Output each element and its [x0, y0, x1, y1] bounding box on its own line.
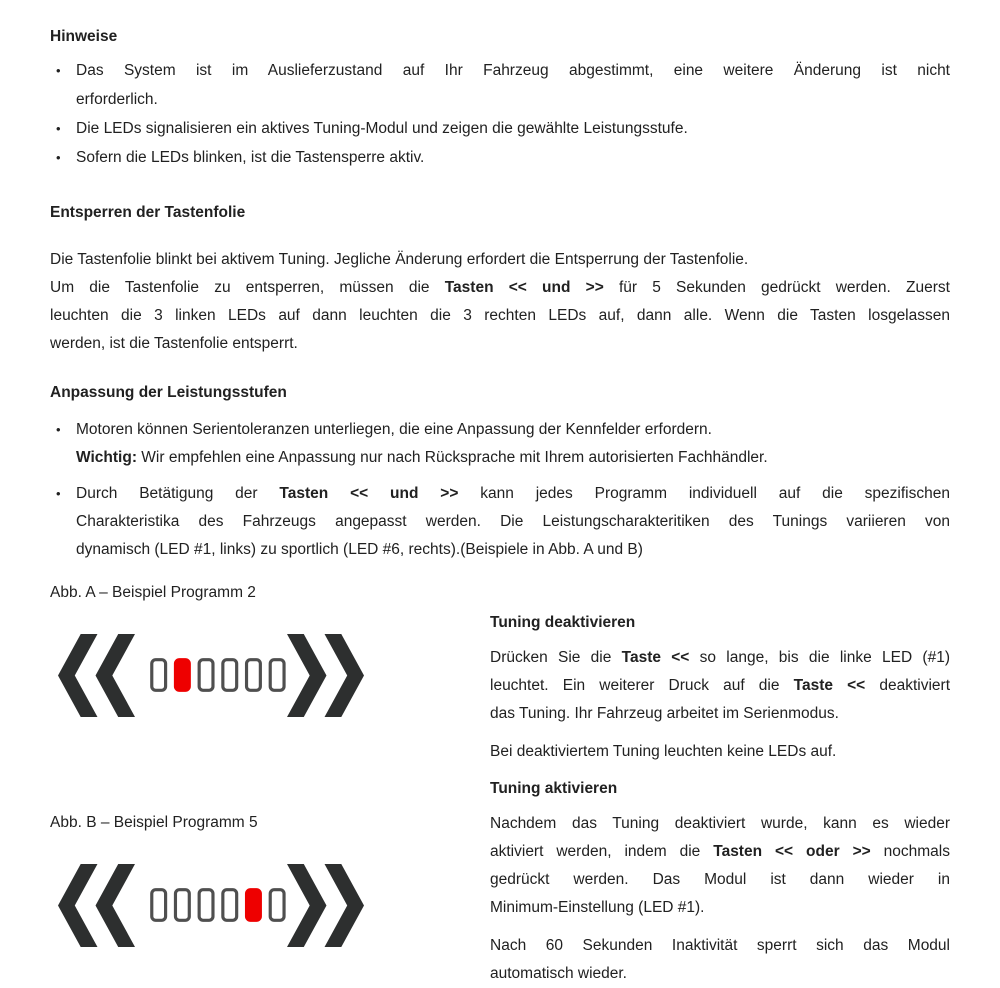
text-line: leuchtet. Ein weiterer Druck auf die Taste << deaktiviert [490, 677, 950, 694]
section-hinweise [50, 26, 950, 172]
bullet-icon: • [56, 121, 61, 136]
text-line: Wichtig: Wir empfehlen eine Anpassung nur nach Rücksprache mit Ihrem autorisierten Fachhändler. [76, 449, 768, 466]
bullet-icon: • [56, 422, 61, 437]
led-inactive [223, 660, 237, 691]
heading-tuning-deaktivieren: Tuning deaktivieren [490, 614, 636, 631]
led-display-figure-b [58, 864, 364, 947]
bullet-icon: • [56, 486, 61, 501]
list-item [50, 416, 950, 472]
list-item [50, 56, 950, 114]
text-line: leuchten die 3 linken LEDs auf dann leuchten die 3 rechten LEDs auf, dann alle. Wenn die Tasten losgelassen [50, 307, 950, 324]
text-line: werden, ist die Tastenfolie entsperrt. [50, 335, 298, 352]
list-item [50, 480, 950, 564]
led-inactive [199, 660, 213, 691]
text-line: Motoren können Serientoleranzen unterliegen, die eine Anpassung der Kennfelder erfordern. [76, 421, 712, 438]
anpassung-list [50, 416, 950, 564]
aktivieren-timeout-note [490, 932, 950, 988]
led-row [152, 660, 284, 691]
led-active [247, 890, 261, 921]
list-item-text [76, 416, 950, 472]
led-inactive [152, 660, 166, 691]
led-inactive [152, 890, 166, 921]
text-line: Durch Betätigung der Tasten << und >> kann jedes Programm individuell auf die spezifischen [76, 485, 950, 502]
text-line: Die Tastenfolie blinkt bei aktivem Tuning. Jegliche Änderung erfordert die Entsperrung der Tastenfolie. [50, 251, 749, 268]
section-tuning-aktivieren [490, 778, 950, 988]
figure-a-label: Abb. A – Beispiel Programm 2 [50, 584, 256, 601]
list-item-text [76, 143, 950, 172]
double-chevron-left-icon [58, 634, 135, 717]
heading-hinweise: Hinweise [50, 28, 118, 45]
bullet-icon: • [56, 63, 61, 78]
text-line: automatisch wieder. [490, 965, 627, 982]
heading-entsperren: Entsperren der Tastenfolie [50, 204, 246, 221]
list-item-text [76, 56, 950, 114]
led-inactive [247, 660, 261, 691]
text-line: Charakteristika des Fahrzeugs angepasst werden. Die Leistungscharakteritiken des Tunings variieren von [76, 513, 950, 530]
led-active [175, 660, 189, 691]
heading-tuning-aktivieren: Tuning aktivieren [490, 780, 618, 797]
text-line: Nachdem das Tuning deaktiviert wurde, kann es wieder [490, 815, 950, 832]
figures-column [50, 582, 490, 988]
list-item [50, 143, 950, 172]
figures-and-instructions [50, 582, 950, 988]
text-line: Minimum-Einstellung (LED #1). [490, 899, 705, 916]
led-inactive [270, 660, 284, 691]
list-item-text [76, 480, 950, 564]
deaktivieren-note [490, 738, 950, 766]
text-line: erforderlich. [76, 91, 158, 108]
double-chevron-right-icon [287, 864, 364, 947]
led-inactive [223, 890, 237, 921]
list-item [50, 114, 950, 143]
text-line: Um die Tastenfolie zu entsperren, müssen die Tasten << und >> für 5 Sekunden gedrückt werden. Zuerst [50, 279, 950, 296]
section-anpassung [50, 382, 950, 564]
led-display-figure-a [58, 634, 364, 717]
text-line: dynamisch (LED #1, links) zu sportlich (LED #6, rechts).(Beispiele in Abb. A und B) [76, 541, 643, 558]
instructions-column [490, 582, 950, 988]
aktivieren-paragraph [490, 810, 950, 922]
text-line: Das System ist im Auslieferzustand auf Ihr Fahrzeug abgestimmt, eine weitere Änderung ist nicht [76, 62, 950, 79]
text-line: Bei deaktiviertem Tuning leuchten keine LEDs auf. [490, 743, 837, 760]
text-line: gedrückt werden. Das Modul ist dann wieder in [490, 871, 950, 888]
led-inactive [199, 890, 213, 921]
led-inactive [175, 890, 189, 921]
bullet-icon: • [56, 150, 61, 165]
text-line: aktiviert werden, indem die Tasten << oder >> nochmals [490, 843, 950, 860]
text-line: Nach 60 Sekunden Inaktivität sperrt sich das Modul [490, 937, 950, 954]
section-tuning-deaktivieren [490, 612, 950, 766]
deaktivieren-paragraph [490, 644, 950, 728]
list-item-text [76, 114, 950, 143]
led-row [152, 890, 284, 921]
text-line: Drücken Sie die Taste << so lange, bis die linke LED (#1) [490, 649, 950, 666]
text-line: Die LEDs signalisieren ein aktives Tuning-Modul und zeigen die gewählte Leistungsstufe. [76, 120, 688, 137]
figure-b-label: Abb. B – Beispiel Programm 5 [50, 814, 258, 831]
led-inactive [270, 890, 284, 921]
heading-anpassung: Anpassung der Leistungsstufen [50, 384, 287, 401]
section-entsperren [50, 202, 950, 358]
text-line: Sofern die LEDs blinken, ist die Tastensperre aktiv. [76, 149, 425, 166]
text-line: das Tuning. Ihr Fahrzeug arbeitet im Serienmodus. [490, 705, 839, 722]
double-chevron-right-icon [287, 634, 364, 717]
double-chevron-left-icon [58, 864, 135, 947]
hinweise-list [50, 56, 950, 172]
entsperren-paragraph [50, 246, 950, 358]
